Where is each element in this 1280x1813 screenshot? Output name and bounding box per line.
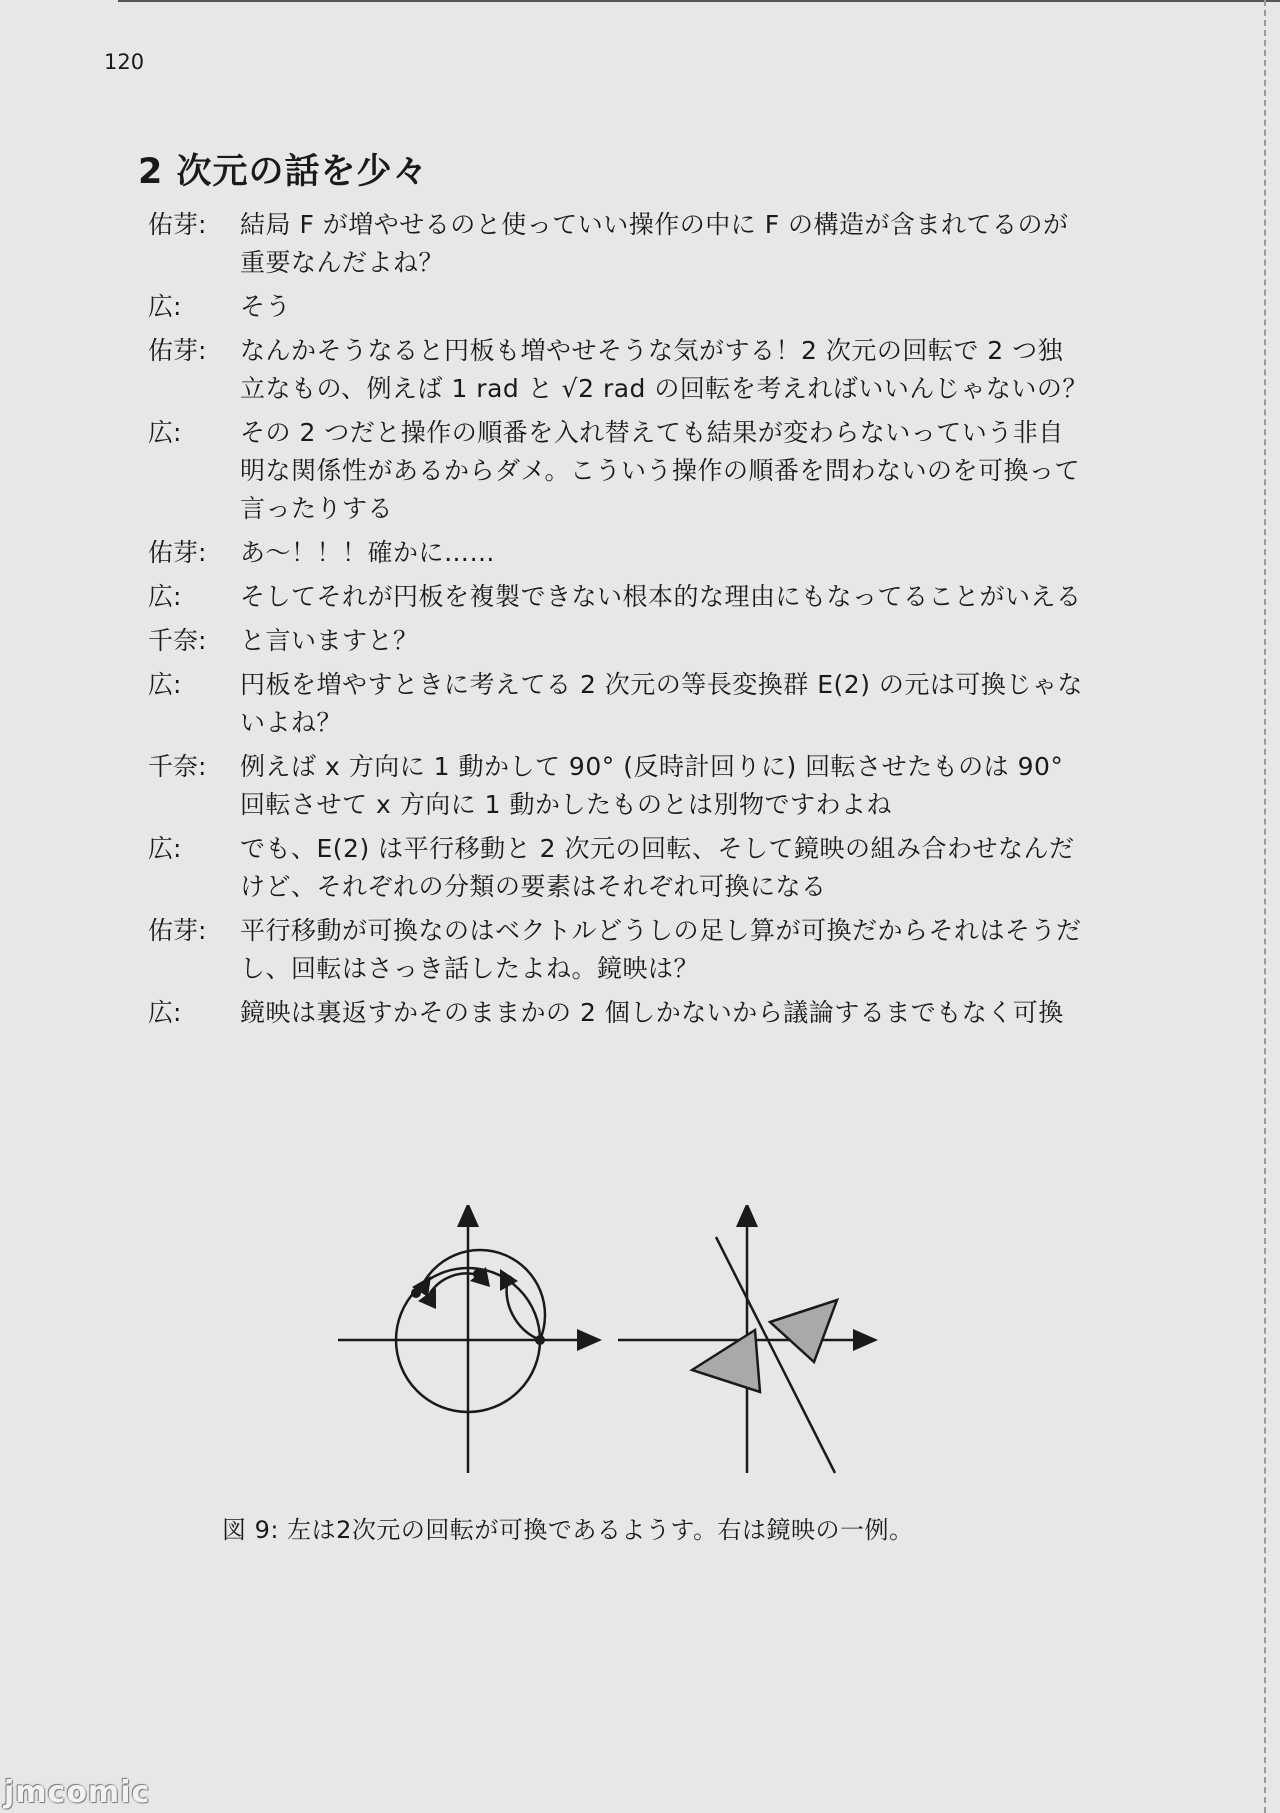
rotation-diagram [338,1205,602,1473]
rotation-arc-3 [430,1273,478,1293]
dialogue-line [148,748,1088,824]
speaker-label: 佑芽: [148,916,207,945]
utterance-text: その 2 つだと操作の順番を入れ替えても結果が変わらないっていう非自明な関係性があるからダメ。こういう操作の順番を問わないのを可換って言ったりする [240,418,1081,523]
utterance-text: 円板を増やすときに考えてる 2 次元の等長変換群 E(2) の元は可換じゃないよね？ [240,670,1083,737]
dialogue-line [148,206,1088,282]
y-axis-arrowhead [736,1205,758,1227]
rotation-point [473,1269,483,1279]
speaker-label: 佑芽: [148,538,207,567]
utterance-text: でも、E(2) は平行移動と 2 次元の回転、そして鏡映の組み合わせなんだけど、それぞれの分類の要素はそれぞれ可換になる [240,834,1075,901]
utterance-text: あ～！！！確かに…… [240,538,496,567]
reflection-diagram [618,1205,878,1473]
speaker-label: 広: [148,418,182,447]
dialogue-line [148,578,1088,616]
speaker-label: 佑芽: [148,210,207,239]
dialogue-line [148,534,1088,572]
speaker-label: 千奈: [148,752,207,781]
utterance-text: そしてそれが円板を複製できない根本的な理由にもなってることがいえる [240,582,1082,611]
utterance-text: なんかそうなると円板も増やせそうな気がする！2 次元の回転で 2 つ独立なもの、例えば 1 rad と √2 rad の回転を考えればいいんじゃないの？ [240,336,1088,403]
speaker-label: 広: [148,998,182,1027]
utterance-text: 平行移動が可換なのはベクトルどうしの足し算が可換だからそれはそうだし、回転はさっき話したよね。鏡映は？ [240,916,1082,983]
x-axis-arrowhead [577,1329,602,1351]
y-axis-arrowhead [457,1205,479,1227]
figure-caption: 図 9: 左は2次元の回転が可換であるようす。右は鏡映の一例。 [222,1516,914,1544]
page-top-rule [118,0,1280,2]
rotation-point [535,1335,545,1345]
watermark-logo: jmcomic [4,1775,151,1810]
page-perforated-edge [1264,0,1266,1813]
x-axis-arrowhead [853,1329,878,1351]
dialogue-line [148,332,1088,408]
page-number: 120 [104,50,145,74]
utterance-text: 結局 F が増やせるのと使っていい操作の中に F の構造が含まれてるのが重要なんだよね？ [240,210,1069,277]
triangle-reflected [770,1300,837,1362]
section-title: 2 次元の話を少々 [138,152,429,192]
dialogue-line [148,912,1088,988]
utterance-text: そう [240,292,292,321]
figure-9 [330,1205,890,1485]
rotation-arc-1 [420,1250,545,1340]
utterance-text: と言いますと？ [240,626,419,655]
speaker-label: 佑芽: [148,336,207,365]
dialogue-line [148,622,1088,660]
speaker-label: 広: [148,834,182,863]
speaker-label: 千奈: [148,626,207,655]
dialogue-line [148,288,1088,326]
dialogue-line [148,830,1088,906]
rotation-arc-2 [507,1278,540,1340]
dialogue-line [148,666,1088,742]
speaker-label: 広: [148,670,182,699]
rotation-point [411,1288,421,1298]
dialogue-line [148,994,1088,1032]
utterance-text: 鏡映は裏返すかそのままかの 2 個しかないから議論するまでもなく可換 [240,998,1064,1027]
rotation-point [503,1275,513,1285]
dialogue [148,206,1088,1038]
speaker-label: 広: [148,582,182,611]
dialogue-line [148,414,1088,528]
speaker-label: 広: [148,292,182,321]
utterance-text: 例えば x 方向に 1 動かして 90° (反時計回りに) 回転させたものは 90° 回転させて x 方向に 1 動かしたものとは別物ですわよね [240,752,1064,819]
